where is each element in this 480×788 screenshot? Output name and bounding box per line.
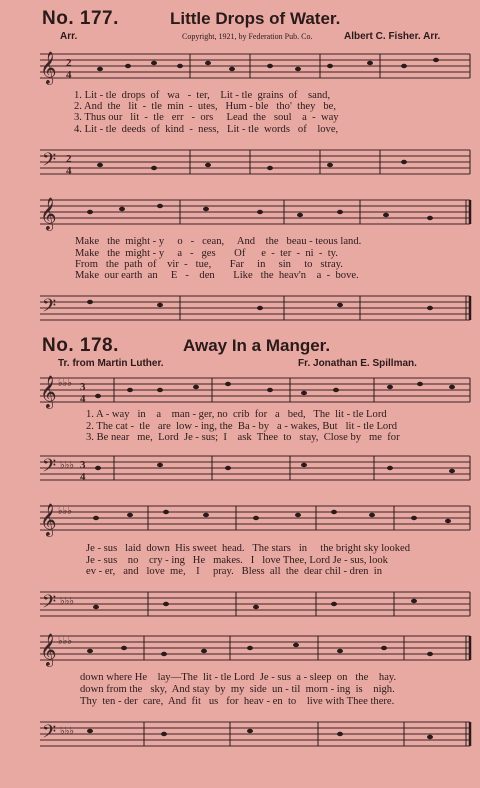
lyric-verse-1: Make the might - y o - cean, And the beau - teous land. <box>75 236 362 247</box>
arranger-label: Arr. <box>60 31 78 42</box>
svg-text:𝄢: 𝄢 <box>42 721 57 746</box>
hymn-number: No. 177. <box>42 8 119 29</box>
svg-text:𝄞: 𝄞 <box>40 377 57 408</box>
svg-text:𝄢: 𝄢 <box>42 591 57 616</box>
lyric-verse-2: 2. And the lit - tle min - utes, Hum - ble tho' they be, <box>74 101 337 112</box>
lyric-verse-1: 1. A - way in a man - ger, no crib for a bed, The lit - tle Lord <box>86 409 387 420</box>
hymn-title: Away In a Manger. <box>183 336 331 355</box>
svg-text:♭♭♭: ♭♭♭ <box>58 506 73 517</box>
svg-text:2: 2 <box>66 153 72 165</box>
svg-text:♭♭♭: ♭♭♭ <box>60 596 75 607</box>
svg-text:𝄞: 𝄞 <box>40 635 57 666</box>
lyric-verse-4: Make our earth an E - den Like the heav'n a - bove. <box>75 270 359 281</box>
hymn-title: Little Drops of Water. <box>170 9 341 28</box>
lyric-verse-2: 2. The cat - tle are low - ing, the Ba - by a - wakes, But lit - tle Lord <box>86 421 398 432</box>
lyric-verse-1: 1. Lit - tle drops of wa - ter, Lit - tle grains of sand, <box>74 90 331 101</box>
copyright-notice: Copyright, 1921, by Federation Pub. Co. <box>182 32 313 41</box>
lyric-verse-3: 3. Be near me, Lord Je - sus; I ask Thee to stay, Close by me for <box>86 432 400 443</box>
translator-credit: Tr. from Martin Luther. <box>58 358 164 369</box>
svg-text:𝄞: 𝄞 <box>40 53 57 84</box>
lyric-verse-3: ev - er, and love me, I pray. Bless all the dear chil - dren in <box>86 566 383 577</box>
svg-text:𝄢: 𝄢 <box>42 455 57 480</box>
lyric-verse-2: Make the might - y a - ges Of e - ter - ni - ty. <box>75 248 338 259</box>
lyric-verse-2: Je - sus no cry - ing He makes. I love Thee, Lord Je - sus, look <box>86 555 388 566</box>
lyric-verse-3: 3. Thus our lit - tle err - ors Lead the soul a - way <box>74 112 339 123</box>
svg-text:3: 3 <box>80 459 86 471</box>
svg-text:4: 4 <box>80 471 86 483</box>
treble-staff <box>0 496 480 540</box>
lyric-verse-1: Je - sus laid down His sweet head. The stars in the bright sky looked <box>86 543 411 554</box>
lyric-verse-3: From the path of vir - tue, Far in sin to stray. <box>75 259 343 270</box>
svg-text:𝄞: 𝄞 <box>40 505 57 536</box>
bass-staff <box>0 446 480 490</box>
hymn-number: No. 178. <box>42 335 119 356</box>
lyric-verse-2: down from the sky, And stay by my side un - til morn - ing is nigh. <box>80 684 395 695</box>
composer-credit: Fr. Jonathan E. Spillman. <box>298 358 417 369</box>
composer-credit: Albert C. Fisher. Arr. <box>344 31 441 42</box>
svg-text:𝄞: 𝄞 <box>40 199 57 230</box>
svg-text:𝄢: 𝄢 <box>42 295 57 320</box>
lyric-verse-1: down where He lay—The lit - tle Lord Je - sus a - sleep on the hay. <box>80 672 397 683</box>
treble-staff <box>0 368 480 412</box>
svg-text:♭♭♭: ♭♭♭ <box>60 726 75 737</box>
treble-staff <box>0 626 480 670</box>
bass-staff <box>0 140 480 184</box>
svg-text:2: 2 <box>66 57 72 69</box>
bass-staff <box>0 582 480 626</box>
bass-staff <box>0 712 480 756</box>
bass-staff <box>0 286 480 330</box>
lyric-verse-3: Thy ten - der care, And fit us for heav - en to live with Thee there. <box>80 696 395 707</box>
svg-text:4: 4 <box>80 393 86 405</box>
svg-text:♭♭♭: ♭♭♭ <box>58 378 73 389</box>
svg-text:4: 4 <box>66 69 72 81</box>
treble-staff <box>0 190 480 234</box>
svg-text:4: 4 <box>66 165 72 177</box>
svg-text:♭♭♭: ♭♭♭ <box>60 460 75 471</box>
svg-text:3: 3 <box>80 381 86 393</box>
treble-staff <box>0 44 480 88</box>
lyric-verse-4: 4. Lit - tle deeds of kind - ness, Lit - tle words of love, <box>74 124 339 135</box>
svg-text:𝄢: 𝄢 <box>42 149 57 174</box>
svg-text:♭♭♭: ♭♭♭ <box>58 636 73 647</box>
